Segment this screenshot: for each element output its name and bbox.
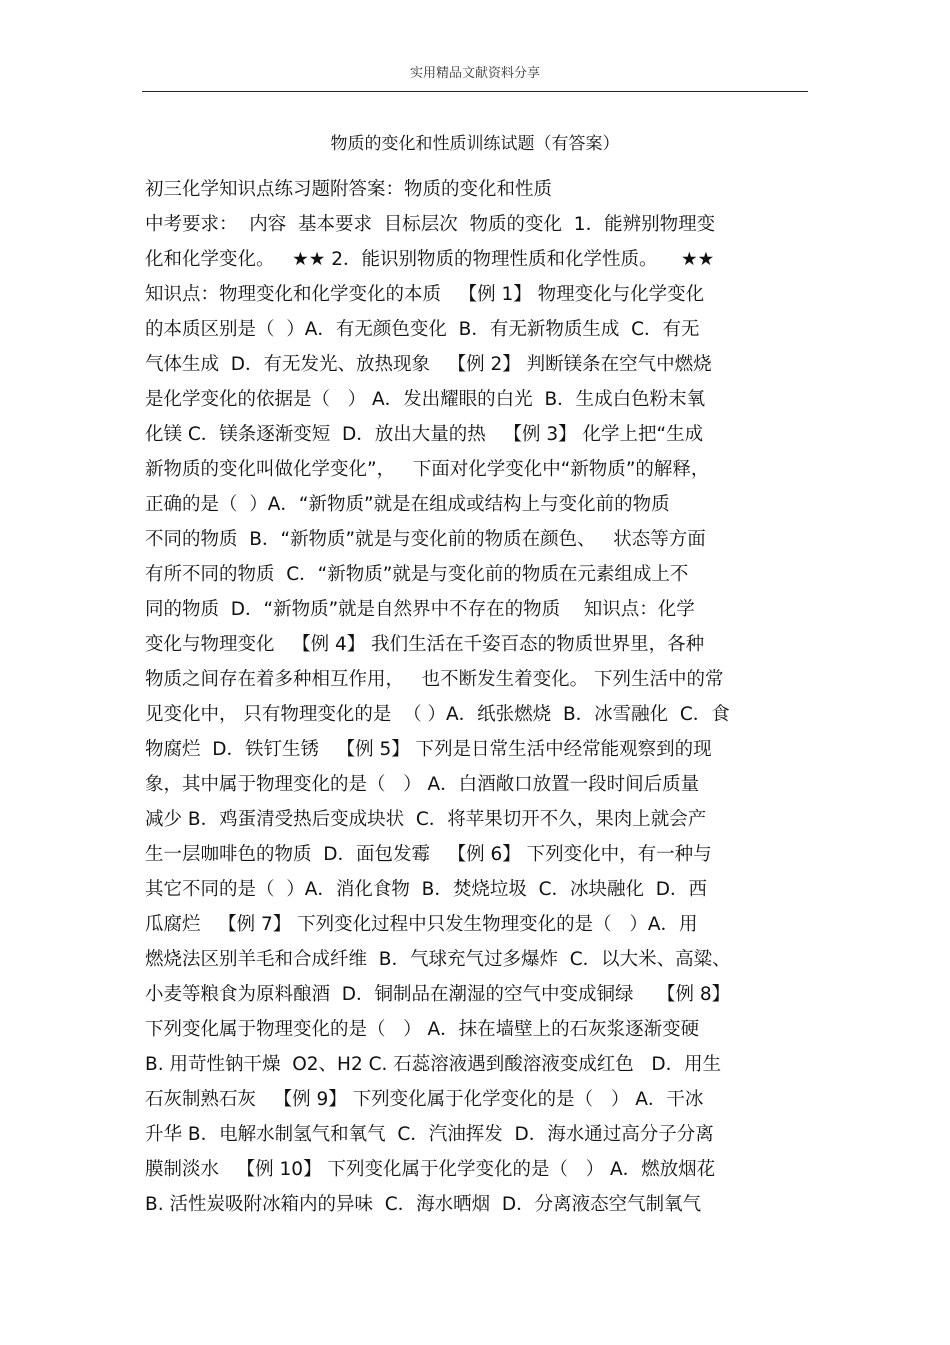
body-line: 物质之间存在着多种相互作用， 也不断发生着变化。 下列生活中的常 [145, 669, 724, 690]
body-line: 的本质区别是（ ）A．有无颜色变化 B．有无新物质生成 C．有无 [145, 319, 700, 340]
body-line: 中考要求： 内容 基本要求 目标层次 物质的变化 1．能辨别物理变 [145, 214, 716, 235]
body-line: 膜制淡水 【例 10】 下列变化属于化学变化的是（ ） A．燃放烟花 [145, 1159, 716, 1180]
body-line: 物腐烂 D．铁钉生锈 【例 5】 下列是日常生活中经常能观察到的现 [145, 739, 712, 760]
body-line: B. 用苛性钠干燥 O2、H2 C. 石蕊溶液遇到酸溶液变成红色 D．用生 [145, 1054, 722, 1075]
document-body [145, 172, 807, 1222]
body-line: 下列变化属于物理变化的是（ ） A．抹在墙壁上的石灰浆逐渐变硬 [145, 1019, 700, 1040]
body-line: 不同的物质 B．“新物质”就是与变化前的物质在颜色、 状态等方面 [145, 529, 706, 550]
body-line: 化镁 C．镁条逐渐变短 D．放出大量的热 【例 3】 化学上把“生成 [145, 424, 704, 445]
body-line: 减少 B．鸡蛋清受热后变成块状 C．将苹果切开不久，果肉上就会产 [145, 809, 707, 830]
body-line: 初三化学知识点练习题附答案：物质的变化和性质 [145, 179, 553, 200]
body-line: 生一层咖啡色的物质 D．面包发霉 【例 6】 下列变化中，有一种与 [145, 844, 712, 865]
page-header: 实用精品文献资料分享 [409, 66, 540, 81]
body-line: 燃烧法区别羊毛和合成纤维 B．气球充气过多爆炸 C．以大米、高粱、 [145, 949, 731, 970]
body-line: 见变化中， 只有物理变化的是 （ ）A．纸张燃烧 B．冰雪融化 C．食 [145, 704, 730, 725]
body-line: 其它不同的是（ ）A．消化食物 B．焚烧垃圾 C．冰块融化 D．西 [145, 879, 708, 900]
body-line: 正确的是（ ）A．“新物质”就是在组成或结构上与变化前的物质 [145, 494, 670, 515]
body-line: 化和化学变化。 ★★ 2．能识别物质的物理性质和化学性质。 ★★ [145, 249, 715, 270]
body-line: 气体生成 D．有无发光、放热现象 【例 2】 判断镁条在空气中燃烧 [145, 354, 712, 375]
body-line: 是化学变化的依据是（ ） A．发出耀眼的白光 B．生成白色粉末氧 [145, 389, 706, 410]
body-line: B. 活性炭吸附冰箱内的异味 C．海水晒烟 D．分离液态空气制氧气 [145, 1194, 702, 1215]
body-line: 象，其中属于物理变化的是（ ） A．白酒敞口放置一段时间后质量 [145, 774, 700, 795]
header-divider [142, 91, 808, 92]
body-line: 知识点：物理变化和化学变化的本质 【例 1】 物理变化与化学变化 [145, 284, 705, 305]
body-line: 新物质的变化叫做化学变化”， 下面对化学变化中“新物质”的解释， [145, 459, 710, 480]
body-line: 石灰制熟石灰 【例 9】 下列变化属于化学变化的是（ ） A．干冰 [145, 1089, 704, 1110]
body-line: 瓜腐烂 【例 7】 下列变化过程中只发生物理变化的是（ ）A．用 [145, 914, 698, 935]
document-title: 物质的变化和性质训练试题（有答案） [330, 134, 620, 154]
body-line: 升华 B．电解水制氢气和氧气 C．汽油挥发 D．海水通过高分子分离 [145, 1124, 714, 1145]
body-line: 小麦等粮食为原料酿酒 D．铜制品在潮湿的空气中变成铜绿 【例 8】 [145, 984, 731, 1005]
body-line: 变化与物理变化 【例 4】 我们生活在千姿百态的物质世界里，各种 [145, 634, 705, 655]
body-line: 有所不同的物质 C．“新物质”就是与变化前的物质在元素组成上不 [145, 564, 689, 585]
body-line: 同的物质 D．“新物质”就是自然界中不存在的物质 知识点：化学 [145, 599, 695, 620]
